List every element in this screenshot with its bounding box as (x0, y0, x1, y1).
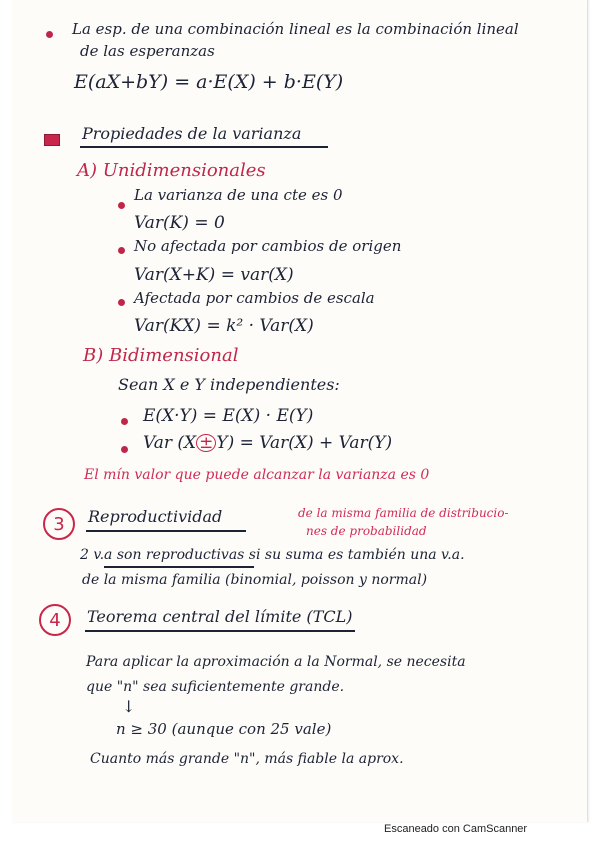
section-title: Reproductividad (88, 507, 223, 526)
formula: n ≥ 30 (aunque con 25 vale) (116, 720, 332, 738)
subsection-title: B) Bidimensional (83, 345, 239, 366)
bullet-dot (46, 31, 53, 38)
note-line: El mín valor que puede alcanzar la varianza es 0 (84, 467, 430, 483)
note-line: Afectada por cambios de escala (134, 289, 375, 307)
note-line: No afectada por cambios de origen (134, 237, 402, 255)
text-underline (104, 566, 254, 568)
note-line: de las esperanzas (80, 42, 215, 60)
formula: E(aX+bY) = a·E(X) + b·E(Y) (74, 71, 344, 93)
bullet-dot (118, 299, 125, 306)
title-underline (80, 146, 328, 148)
note-line: Sean X e Y independientes: (118, 375, 340, 394)
formula: Var(KX) = k² · Var(X) (134, 316, 314, 336)
bullet-dot (121, 446, 128, 453)
formula: Var(X+K) = var(X) (134, 265, 294, 285)
note-line: Cuanto más grande "n", más fiable la aprox. (90, 751, 404, 767)
note-line: de la misma familia (binomial, poisson y normal) (82, 572, 428, 588)
bullet-dot (121, 418, 128, 425)
formula-part: Var (X (143, 433, 197, 453)
bullet-dot (118, 247, 125, 254)
formula: Var(K) = 0 (134, 213, 225, 233)
side-note: de la misma familia de distribucio- (298, 506, 509, 520)
section-title: Propiedades de la varianza (82, 124, 302, 143)
section-marker (44, 134, 60, 146)
note-line: La varianza de una cte es 0 (134, 186, 343, 204)
subsection-title: A) Unidimensionales (77, 160, 266, 181)
arrow-down-icon: ↓ (122, 697, 136, 716)
formula-part: Y) = Var(X) + Var(Y) (216, 433, 393, 453)
section-title: Teorema central del límite (TCL) (87, 607, 353, 626)
title-underline (85, 630, 355, 632)
title-underline (86, 530, 246, 532)
formula: E(X·Y) = E(X) · E(Y) (143, 406, 314, 426)
section-number: 4 (39, 604, 71, 636)
section-number: 3 (43, 508, 75, 540)
plus-minus-circle: ± (196, 434, 216, 452)
note-line: 2 v.a son reproductivas si su suma es también una v.a. (80, 547, 465, 563)
note-line: que "n" sea suficientemente grande. (86, 679, 345, 695)
note-line: Para aplicar la aproximación a la Normal, se necesita (86, 654, 466, 670)
scanner-watermark: Escaneado con CamScanner (384, 823, 528, 835)
note-line: La esp. de una combinación lineal es la combinación lineal (72, 20, 519, 38)
side-note: nes de probabilidad (306, 524, 427, 538)
formula (143, 433, 392, 453)
bullet-dot (118, 202, 125, 209)
